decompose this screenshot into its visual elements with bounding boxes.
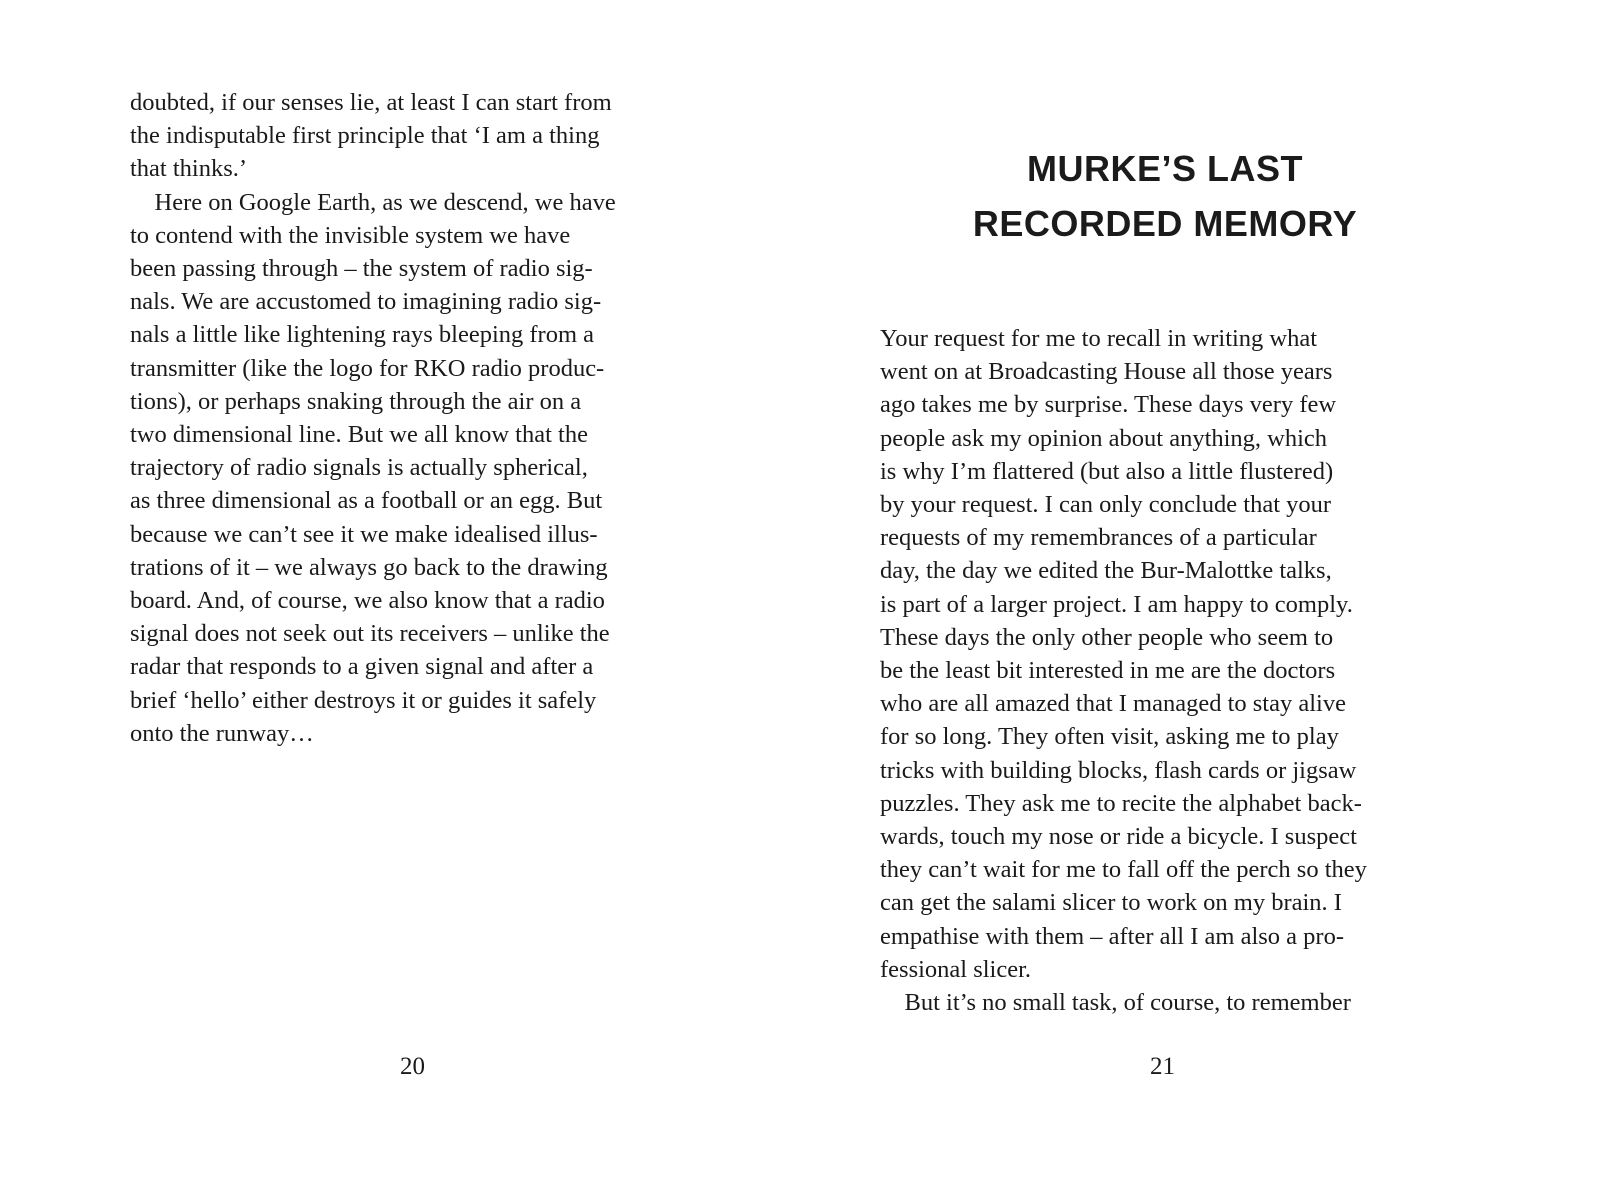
text-line: who are all amazed that I managed to stay alive xyxy=(880,690,1346,718)
chapter-heading xyxy=(855,141,1475,251)
text-line: been passing through – the system of radio sig- xyxy=(130,255,593,283)
text-line: trations of it – we always go back to the drawing xyxy=(130,553,608,581)
text-line: doubted, if our senses lie, at least I can start from xyxy=(130,89,612,116)
text-line: onto the runway… xyxy=(130,719,314,747)
left-page-number: 20 xyxy=(400,1053,425,1080)
text-line: empathise with them – after all I am also a pro- xyxy=(880,922,1344,950)
text-line: But it’s no small task, of course, to remember xyxy=(880,989,1351,1017)
text-line: puzzles. They ask me to recite the alphabet back- xyxy=(880,789,1362,817)
text-line: wards, touch my nose or ride a bicycle. I suspect xyxy=(880,823,1357,851)
text-line: by your request. I can only conclude that your xyxy=(880,491,1332,519)
text-line: nals a little like lightening rays bleeping from a xyxy=(130,321,595,349)
right-page-body-text xyxy=(880,322,1450,1019)
text-line: be the least bit interested in me are the doctors xyxy=(880,657,1336,685)
text-line: is part of a larger project. I am happy to comply. xyxy=(880,590,1353,618)
text-line: trajectory of radio signals is actually spherical, xyxy=(130,454,588,482)
text-line: because we can’t see it we make idealised illus- xyxy=(130,520,598,548)
text-line: day, the day we edited the Bur-Malottke talks, xyxy=(880,557,1332,585)
text-line: tions), or perhaps snaking through the air on a xyxy=(130,387,582,415)
right-page-number: 21 xyxy=(1150,1053,1175,1080)
text-line: RECORDED MEMORY xyxy=(972,203,1358,244)
text-line: Here on Google Earth, as we descend, we have xyxy=(130,188,616,216)
text-line: that thinks.’ xyxy=(130,155,248,183)
text-line: nals. We are accustomed to imagining radio sig- xyxy=(130,288,602,316)
text-line: fessional slicer. xyxy=(880,955,1032,983)
text-line: went on at Broadcasting House all those years xyxy=(880,358,1333,386)
text-line: requests of my remembrances of a particular xyxy=(880,524,1317,552)
text-line: radar that responds to a given signal and after a xyxy=(130,653,594,681)
text-line: MURKE’S LAST xyxy=(1027,148,1303,189)
text-line: two dimensional line. But we all know that the xyxy=(130,421,588,449)
text-line: signal does not seek out its receivers – unlike the xyxy=(130,620,610,648)
text-line: brief ‘hello’ either destroys it or guides it safely xyxy=(130,686,597,714)
text-line: as three dimensional as a football or an egg. But xyxy=(130,487,603,515)
text-line: for so long. They often visit, asking me to play xyxy=(880,723,1339,751)
text-line: can get the salami slicer to work on my brain. I xyxy=(880,889,1342,917)
text-line: the indisputable first principle that ‘I am a thing xyxy=(130,122,600,150)
left-page-body-text xyxy=(130,86,695,750)
text-line: transmitter (like the logo for RKO radio produc- xyxy=(130,354,605,382)
text-line: ago takes me by surprise. These days very few xyxy=(880,391,1337,419)
text-line: is why I’m flattered (but also a little flustered) xyxy=(880,457,1334,485)
text-line: people ask my opinion about anything, which xyxy=(880,424,1328,452)
text-line: to contend with the invisible system we have xyxy=(130,221,571,249)
text-line: tricks with building blocks, flash cards or jigsaw xyxy=(880,756,1357,784)
text-line: These days the only other people who seem to xyxy=(880,623,1334,651)
text-line: Your request for me to recall in writing what xyxy=(880,325,1318,352)
text-line: they can’t wait for me to fall off the perch so they xyxy=(880,856,1367,884)
text-line: board. And, of course, we also know that a radio xyxy=(130,587,605,615)
page-right xyxy=(800,0,1600,1200)
